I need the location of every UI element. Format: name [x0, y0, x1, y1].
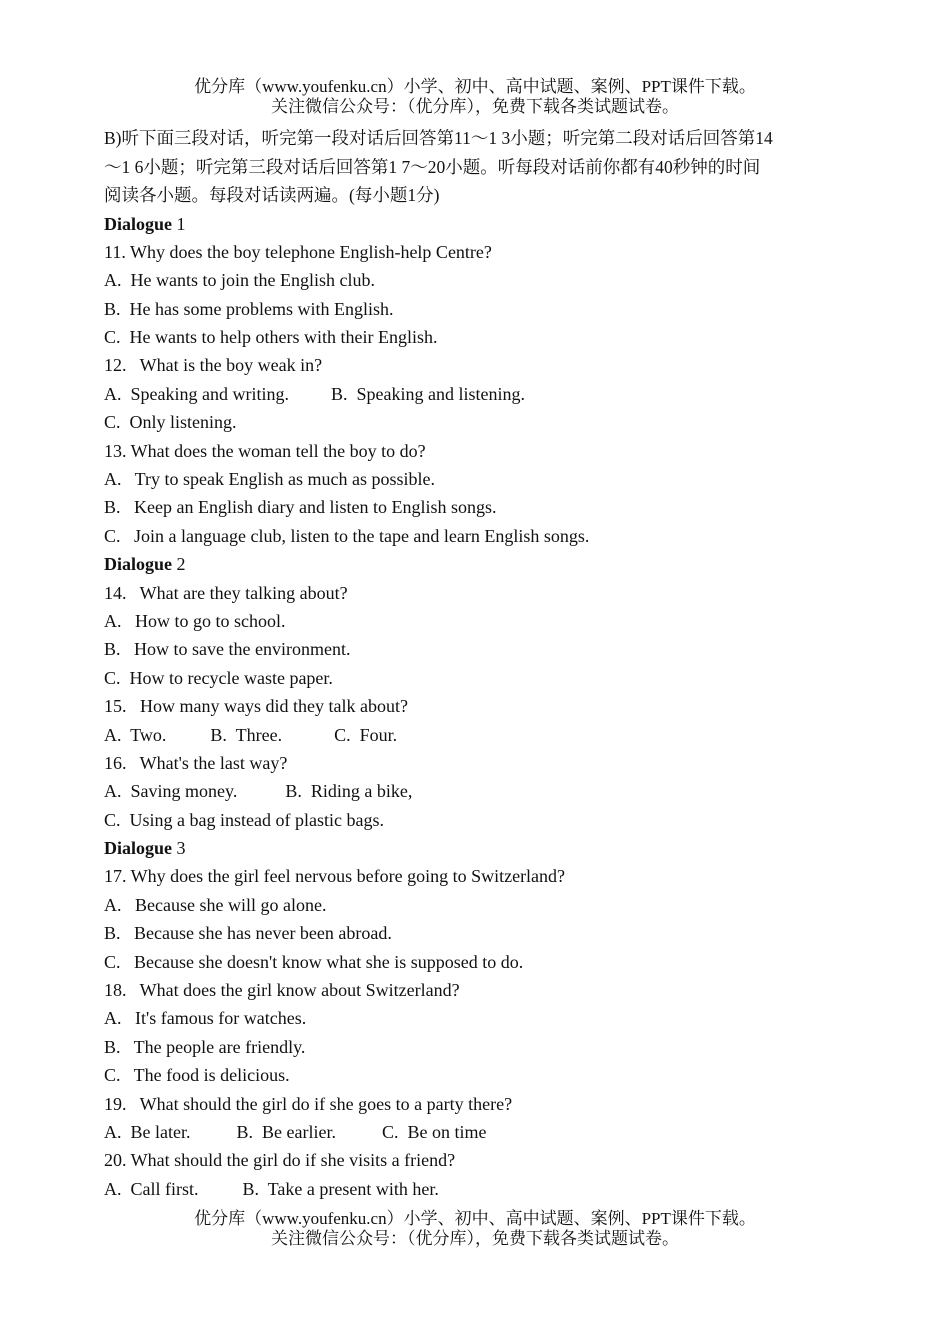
question-15-option-b: B. Three.	[210, 724, 283, 745]
question-20-options-row	[104, 1175, 844, 1203]
dialogue-2-heading	[104, 550, 844, 578]
question-14-option-a: A. How to go to school.	[104, 610, 286, 631]
question-18-option-a: A. It's famous for watches.	[104, 1008, 307, 1029]
question-14: 14. What are they talking about?	[104, 582, 348, 603]
dialogue-1-heading	[104, 210, 844, 238]
question-12-option-b: B. Speaking and listening.	[330, 383, 525, 404]
question-20-option-a: A. Call first.	[104, 1178, 199, 1199]
header-line-1: 优分库（www.youfenku.cn）小学、初中、高中试题、案例、PPT课件下载。	[194, 77, 756, 96]
question-17-option-c: C. Because she doesn't know what she is supposed to do.	[104, 951, 524, 972]
dialogue-3-heading	[104, 834, 844, 862]
question-12-options-row	[104, 380, 844, 408]
question-20-option-b: B. Take a present with her.	[242, 1178, 439, 1199]
section-instructions	[104, 124, 844, 210]
question-18-option-c: C. The food is delicious.	[104, 1065, 290, 1086]
question-12-option-c: C. Only listening.	[104, 412, 237, 433]
dialogue-label: Dialogue	[104, 838, 173, 859]
question-17: 17. Why does the girl feel nervous before going to Switzerland?	[104, 866, 566, 887]
footer-line-1: 优分库（www.youfenku.cn）小学、初中、高中试题、案例、PPT课件下载。	[194, 1209, 756, 1228]
question-19-options-row	[104, 1118, 844, 1146]
question-18-option-b: B. The people are friendly.	[104, 1036, 306, 1057]
question-16-option-a: A. Saving money.	[104, 781, 238, 802]
question-16-options-row	[104, 777, 844, 805]
question-13-option-b: B. Keep an English diary and listen to English songs.	[104, 497, 497, 518]
page-footer	[0, 1209, 950, 1249]
question-11-option-a: A. He wants to join the English club.	[104, 270, 375, 291]
question-17-option-a: A. Because she will go alone.	[104, 894, 327, 915]
question-16-option-b: B. Riding a bike,	[285, 781, 413, 802]
exam-content	[104, 124, 844, 1203]
question-15-options-row	[104, 721, 844, 749]
question-15-option-c: C. Four.	[334, 724, 398, 745]
dialogue-number: 1	[172, 213, 186, 234]
question-16-option-c: C. Using a bag instead of plastic bags.	[104, 809, 384, 830]
question-13-option-c: C. Join a language club, listen to the tape and learn English songs.	[104, 525, 590, 546]
question-15: 15. How many ways did they talk about?	[104, 696, 408, 717]
question-19-option-a: A. Be later.	[104, 1122, 191, 1142]
question-16: 16. What's the last way?	[104, 752, 288, 773]
question-12-option-a: A. Speaking and writing.	[104, 383, 289, 404]
question-19: 19. What should the girl do if she goes to a party there?	[104, 1093, 513, 1114]
question-19-option-c: C. Be on time	[381, 1122, 487, 1142]
question-14-option-b: B. How to save the environment.	[104, 639, 351, 660]
question-14-option-c: C. How to recycle waste paper.	[104, 667, 333, 688]
dialogue-number: 3	[172, 838, 186, 859]
question-11-option-b: B. He has some problems with English.	[104, 298, 394, 319]
footer-line-2: 关注微信公众号：（优分库），免费下载各类试题试卷。	[271, 1229, 679, 1248]
question-20: 20. What should the girl do if she visits a friend?	[104, 1150, 456, 1171]
question-19-option-b: B. Be earlier.	[236, 1122, 336, 1142]
dialogue-label: Dialogue	[104, 213, 173, 234]
question-12: 12. What is the boy weak in?	[104, 355, 323, 376]
instructions-line-3: 阅读各小题。每段对话读两遍。(每小题1分)	[104, 185, 440, 205]
dialogue-number: 2	[172, 554, 186, 575]
header-line-2: 关注微信公众号：（优分库），免费下载各类试题试卷。	[271, 97, 679, 116]
question-11: 11. Why does the boy telephone English-help Centre?	[104, 241, 492, 262]
question-18: 18. What does the girl know about Switzerland?	[104, 980, 460, 1001]
dialogue-label: Dialogue	[104, 554, 173, 575]
question-17-option-b: B. Because she has never been abroad.	[104, 923, 392, 944]
question-13-option-a: A. Try to speak English as much as possible.	[104, 469, 435, 490]
question-13: 13. What does the woman tell the boy to do?	[104, 440, 426, 461]
page-header	[0, 77, 950, 117]
instructions-line-2: ～1 6小题；听完第三段对话后回答第1 7～20小题。听每段对话前你都有40秒钟的时间	[104, 156, 761, 177]
instructions-line-1: B)听下面三段对话，听完第一段对话后回答第11～1 3小题；听完第二段对话后回答第14	[104, 128, 773, 148]
question-15-option-a: A. Two.	[104, 724, 167, 745]
question-11-option-c: C. He wants to help others with their English.	[104, 327, 438, 348]
